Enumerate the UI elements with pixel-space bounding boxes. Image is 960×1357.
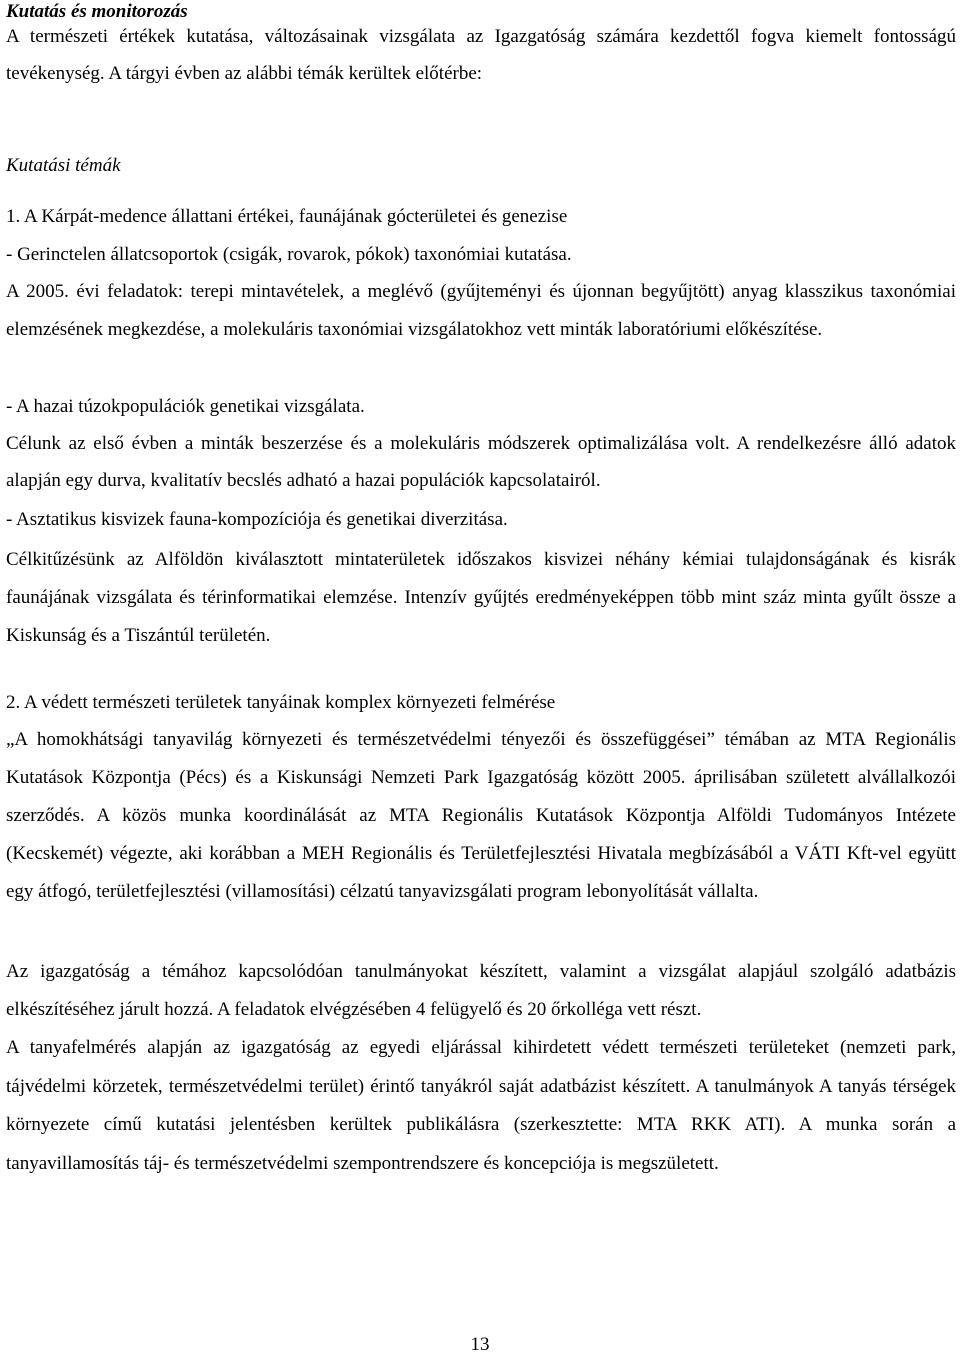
topic1-item3: - Asztatikus kisvizek fauna-kompozíciója és genetikai diverzitása. xyxy=(6,509,508,530)
section-heading: Kutatás és monitorozás xyxy=(6,1,188,22)
topic1-item2-detail: Célunk az első évben a minták beszerzése és a molekuláris módszerek optimalizálása volt. A rendelkezésre álló adatok alapján egy durva, kvalitatív becslés adható a hazai populációk kapcsolatairól. xyxy=(6,433,956,491)
topic2-title: 2. A védett természeti területek tanyáinak komplex környezeti felmérése xyxy=(6,692,556,713)
topic1-item2: - A hazai túzokpopulációk genetikai vizsgálata. xyxy=(6,396,365,417)
topic2-paragraph-1: „A homokhátsági tanyavilág környezeti és természetvédelmi tényezői és összefüggései” témában az MTA Regionális Kutatások Központja (Pécs) és a Kiskunsági Nemzeti Park Igazgatóság között 2005. áprilisában született alvállalkozói szerződés. A közös munka koordinálását az MTA Regionális Kutatások Központja Alföldi Tudományos Intézete (Kecskemét) végezte, aki korábban a MEH Regionális és Területfejlesztési Hivatala megbízásából a VÁTI Kft-vel együtt egy átfogó, területfejlesztési (villamosítási) célzatú tanyavizsgálati program lebonyolítását vállalta. xyxy=(6,729,956,902)
intro-paragraph: A természeti értékek kutatása, változásainak vizsgálata az Igazgatóság számára kezdettől fogva kiemelt fontosságú tevékenység. A tárgyi évben az alábbi témák kerültek előtérbe: xyxy=(6,26,956,84)
page-number: 13 xyxy=(470,1334,490,1355)
topic2-paragraph-2: Az igazgatóság a témához kapcsolódóan tanulmányokat készített, valamint a vizsgálat alapjául szolgáló adatbázis elkészítéséhez járult hozzá. A feladatok elvégzésében 4 felügyelő és 20 őrkolléga vett részt. xyxy=(6,961,956,1020)
topic2-paragraph-3: A tanyafelmérés alapján az igazgatóság az egyedi eljárással kihirdetett védett természeti területeket (nemzeti park, tájvédelmi körzetek, természetvédelmi terület) érintő tanyákról saját adatbázist készített. A tanulmányok A tanyás térségek környezete című kutatási jelentésben kerültek publikálásra (szerkesztette: MTA RKK ATI). A munka során a tanyavillamosítás táj- és természetvédelmi szempontrendszere és koncepciója is megszületett. xyxy=(6,1037,956,1174)
subheading-research-topics: Kutatási témák xyxy=(6,155,121,176)
topic1-item3-detail: Célkitűzésünk az Alföldön kiválasztott mintaterületek időszakos kisvizei néhány kémiai tulajdonságának és kisrák faunájának vizsgálata és térinformatikai elemzése. Intenzív gyűjtés eredményeképpen több mint száz minta gyűlt össze a Kiskunság és a Tiszántúl területén. xyxy=(6,549,956,646)
topic1-item1-detail: A 2005. évi feladatok: terepi mintavételek, a meglévő (gyűjteményi és újonnan begyűjtött) anyag klasszikus taxonómiai elemzésének megkezdése, a molekuláris taxonómiai vizsgálatokhoz vett minták laboratóriumi előkészítése. xyxy=(6,281,956,340)
topic1-item1: - Gerinctelen állatcsoportok (csigák, rovarok, pókok) taxonómiai kutatása. xyxy=(6,244,572,265)
topic1-title: 1. A Kárpát-medence állattani értékei, faunájának gócterületei és genezise xyxy=(6,206,568,227)
